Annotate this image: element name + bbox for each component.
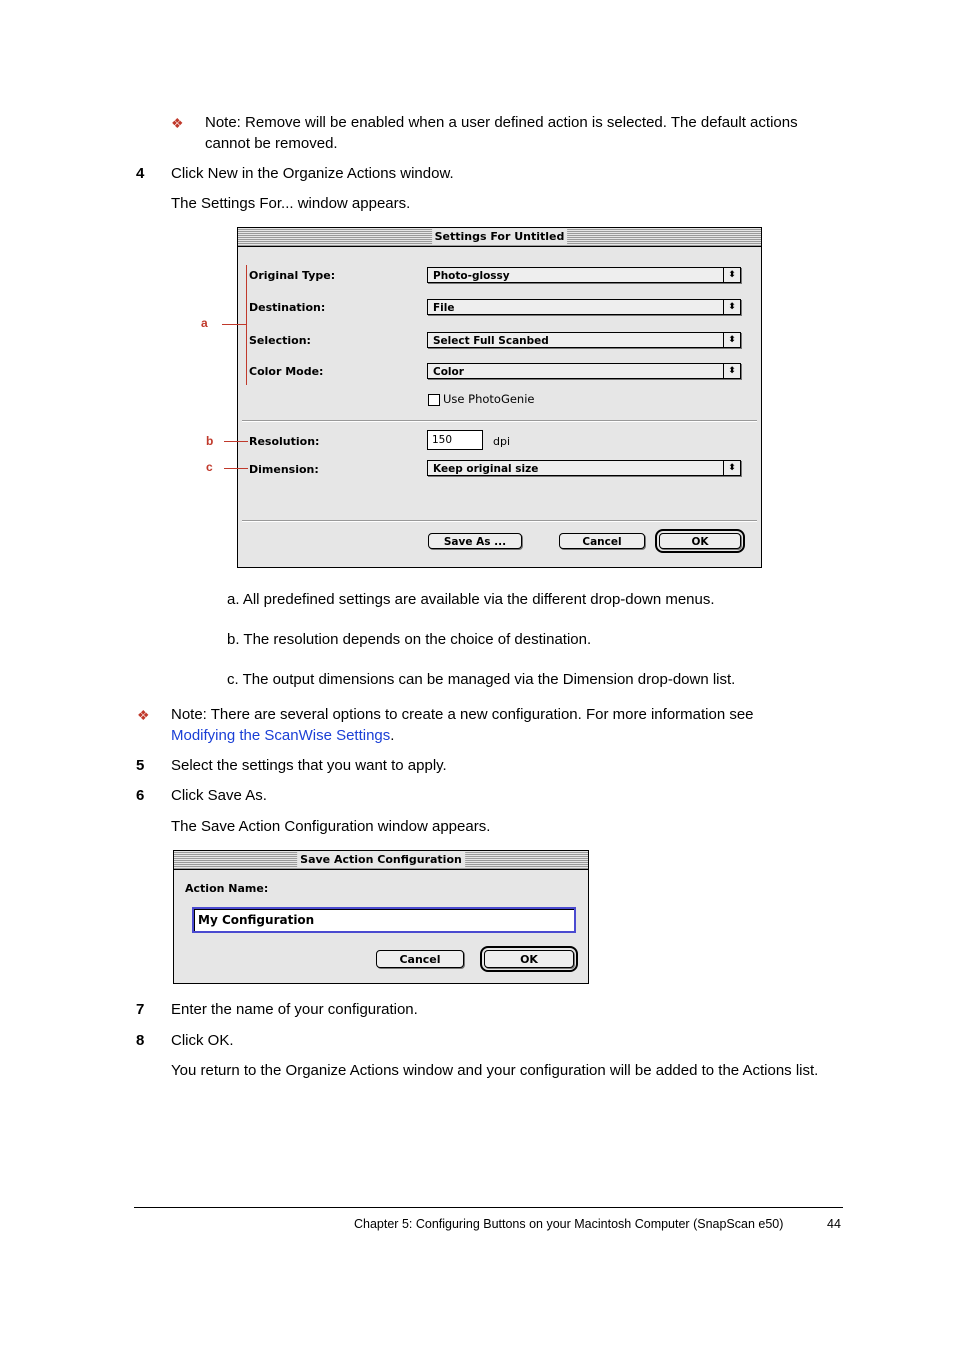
action-name-input[interactable]: My Configuration xyxy=(192,907,576,933)
annotation-c: c xyxy=(206,460,213,474)
save-action-window xyxy=(173,850,589,984)
step-number: 6 xyxy=(136,787,145,804)
ok-button[interactable]: OK xyxy=(659,533,741,549)
select-value: File xyxy=(433,302,455,314)
step-text: Enter the name of your configuration. xyxy=(171,1001,418,1018)
select-value: Color xyxy=(433,366,464,378)
page-number: 44 xyxy=(827,1217,841,1231)
note2-link-line xyxy=(171,725,394,746)
save-as-button[interactable]: Save As ... xyxy=(428,533,522,549)
divider xyxy=(242,420,757,422)
note2-suffix: . xyxy=(390,727,395,744)
legend-item: c. The output dimensions can be managed via the Dimension drop-down list. xyxy=(227,671,736,688)
selection-label: Selection: xyxy=(249,334,311,347)
window-title: Save Action Configuration xyxy=(297,852,465,868)
note2-text: Note: There are several options to create a new configuration. For more information see xyxy=(171,706,754,723)
color-mode-select[interactable] xyxy=(427,363,741,379)
annotation-bracket xyxy=(246,265,247,385)
select-value: Photo-glossy xyxy=(433,270,510,282)
cancel-button[interactable]: Cancel xyxy=(559,533,645,549)
color-mode-label: Color Mode: xyxy=(249,365,324,378)
resolution-unit: dpi xyxy=(493,435,511,448)
dimension-label: Dimension: xyxy=(249,463,319,476)
annotation-line xyxy=(224,468,248,469)
step-result-text: The Save Action Configuration window appears. xyxy=(171,818,491,835)
annotation-line xyxy=(222,324,246,325)
settings-window xyxy=(237,227,762,568)
step-result-text: The Settings For... window appears. xyxy=(171,195,411,212)
annotation-b: b xyxy=(206,434,214,448)
note-bullet-icon: ❖ xyxy=(137,707,150,723)
annotation-line xyxy=(224,441,248,442)
step-number: 4 xyxy=(136,165,145,182)
legend-item: a. All predefined settings are available via the different drop-down menus. xyxy=(227,591,715,608)
window-title: Settings For Untitled xyxy=(432,229,568,245)
step-text: Click New in the Organize Actions window. xyxy=(171,165,454,182)
divider xyxy=(242,520,757,522)
step-text: Click OK. xyxy=(171,1032,234,1049)
action-name-label: Action Name: xyxy=(185,882,269,895)
updown-arrow-icon: ⬍ xyxy=(723,300,740,314)
cancel-button[interactable]: Cancel xyxy=(376,950,464,968)
settings-titlebar[interactable] xyxy=(238,228,761,247)
note-bullet-icon: ❖ xyxy=(171,115,184,131)
step-text: Select the settings that you want to apply. xyxy=(171,757,447,774)
step-number: 8 xyxy=(136,1032,145,1049)
footer-chapter: Chapter 5: Configuring Buttons on your Macintosh Computer (SnapScan e50) xyxy=(354,1217,784,1231)
photogenie-label: Use PhotoGenie xyxy=(443,392,535,406)
original-type-label: Original Type: xyxy=(249,269,336,282)
updown-arrow-icon: ⬍ xyxy=(723,364,740,378)
selection-select[interactable] xyxy=(427,332,741,348)
destination-select[interactable] xyxy=(427,299,741,315)
photogenie-checkbox[interactable] xyxy=(428,394,440,406)
select-value: Keep original size xyxy=(433,463,539,475)
dimension-select[interactable] xyxy=(427,460,741,476)
step-number: 5 xyxy=(136,757,145,774)
step-result-text: You return to the Organize Actions window and your configuration will be added to the Actions list. xyxy=(171,1062,819,1079)
step-text: Click Save As. xyxy=(171,787,267,804)
annotation-a: a xyxy=(201,316,208,330)
select-value: Select Full Scanbed xyxy=(433,335,549,347)
original-type-select[interactable] xyxy=(427,267,741,283)
updown-arrow-icon: ⬍ xyxy=(723,461,740,475)
resolution-label: Resolution: xyxy=(249,435,320,448)
resolution-input[interactable]: 150 xyxy=(427,430,483,450)
destination-label: Destination: xyxy=(249,301,326,314)
intro-note: Note: Remove will be enabled when a user defined action is selected. The default actions cannot be removed. xyxy=(205,114,798,152)
save-titlebar[interactable] xyxy=(174,851,588,870)
updown-arrow-icon: ⬍ xyxy=(723,333,740,347)
updown-arrow-icon: ⬍ xyxy=(723,268,740,282)
legend-item: b. The resolution depends on the choice of destination. xyxy=(227,631,592,648)
ok-button[interactable]: OK xyxy=(484,950,574,968)
scanwise-settings-link[interactable]: Modifying the ScanWise Settings xyxy=(171,727,391,744)
footer-rule xyxy=(134,1207,843,1208)
step-number: 7 xyxy=(136,1001,145,1018)
